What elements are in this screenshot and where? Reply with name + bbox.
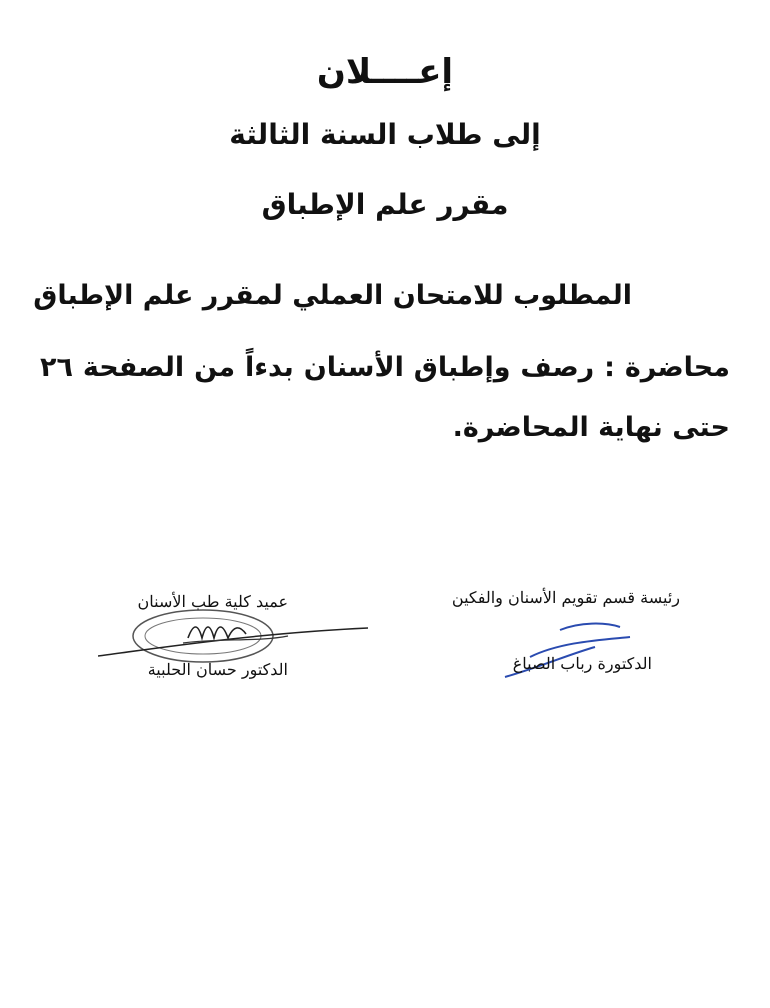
dean-name: الدكتور حسان الحلبية	[147, 660, 288, 679]
announcement-heading: إعــــلان	[316, 52, 454, 92]
lecture-scope-line: محاضرة : رصف وإطباق الأسنان بدءاً من الصفحة ٢٦ حتى نهاية المحاضرة.	[40, 352, 730, 443]
course-name: مقرر علم الإطباق	[261, 188, 509, 221]
announcement-audience: إلى طلاب السنة الثالثة	[229, 118, 541, 151]
department-head-name: الدكتورة رباب الصباغ	[512, 654, 652, 673]
dean-stamp-signature	[98, 598, 378, 698]
department-head-title: رئيسة قسم تقويم الأسنان والفكين	[451, 588, 680, 607]
exam-requirement-line: المطلوب للامتحان العملي لمقرر علم الإطباق	[33, 280, 632, 311]
dean-title: عميد كلية طب الأسنان	[137, 592, 288, 611]
